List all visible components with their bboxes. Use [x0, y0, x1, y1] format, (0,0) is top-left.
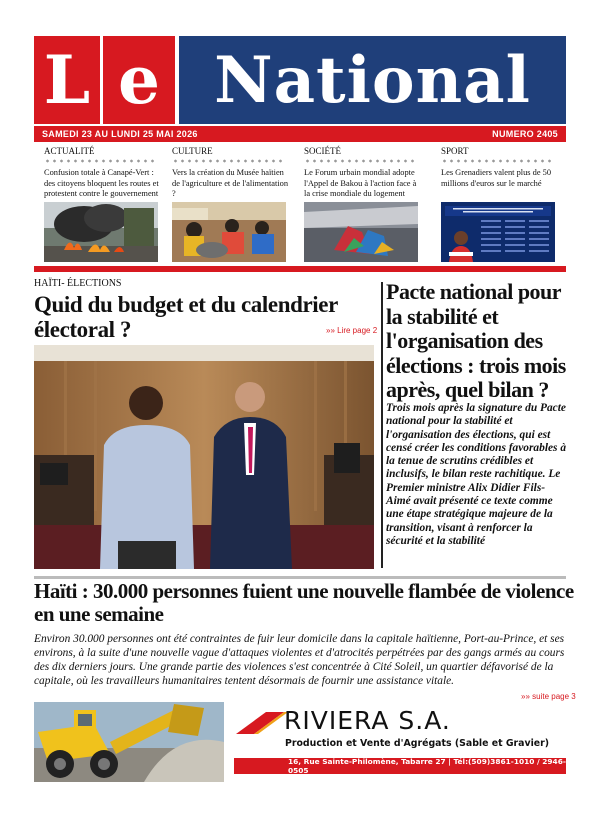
teaser-category: ACTUALITÉ [44, 146, 95, 156]
teaser-text: Le Forum urbain mondial adopte l'Appel de Bakou à l'action face à la crise mondiale du logement [304, 168, 417, 198]
dotted-divider [172, 158, 284, 164]
bottom-lede: Environ 30.000 personnes ont été contraintes de fuir leur domicile dans la capitale haïtienne, Port-au-Prince, et ses environs, à la suite d'une nouvelle vague d'attaques violentes et d'atrocités perpétrées par des gangs armés au cours des dix derniers jours. Une grande partie des violences s'est concentrée à Cité Soleil, un quartier défavorisé de la capitale, où les travailleurs humanitaires tentent désormais de fournir une assistance vitale. [34, 633, 565, 687]
ad-address-bar [234, 758, 566, 774]
column-divider [381, 282, 383, 568]
teaser-category: CULTURE [172, 146, 213, 156]
teaser-culture[interactable] [172, 146, 290, 200]
teaser-text: Vers la création du Musée haïtien de l'agriculture et de l'alimentation ? [172, 168, 289, 198]
dotted-divider [44, 158, 156, 164]
teaser-text: Confusion totale à Canapé-Vert : des citoyens bloquent les routes et protestent contre le gouvernement [44, 168, 159, 198]
issue-date: SAMEDI 23 AU LUNDI 25 MAI 2026 [42, 129, 198, 139]
section-divider [34, 266, 566, 272]
teaser-image-kitchen[interactable] [172, 202, 286, 262]
masthead-name: National [179, 36, 566, 124]
teaser-category: SOCIÉTÉ [304, 146, 341, 156]
teaser-text: Les Grenadiers valent plus de 50 millions d'euros sur le marché [441, 168, 552, 188]
read-more-link[interactable]: »» Lire page 2 [326, 326, 378, 335]
dotted-divider [441, 158, 553, 164]
ad-company-name: RIVIERA S.A. [284, 706, 451, 735]
main-headline[interactable]: Quid du budget et du calendrier électoral ? [34, 292, 338, 342]
issue-number: NUMERO 2405 [492, 129, 558, 139]
teaser-category: SPORT [441, 146, 469, 156]
side-headline[interactable]: Pacte national pour la stabilité et l'organisation des élections : trois mois après, quel bilan ? [386, 279, 566, 402]
teaser-image-fire[interactable] [44, 202, 158, 262]
teaser-sport[interactable] [441, 146, 559, 200]
main-kicker: HAÏTI- ÉLECTIONS [34, 278, 122, 289]
ad-image-loader [34, 702, 224, 782]
advertisement-riviera[interactable] [34, 702, 566, 782]
teaser-image-forum[interactable] [304, 202, 418, 262]
main-photo [34, 345, 374, 569]
teaser-image-infographic[interactable] [441, 202, 555, 262]
ad-tagline: Production et Vente d'Agrégats (Sable et Gravier) [285, 738, 550, 749]
side-lede: Trois mois après la signature du Pacte national pour la stabilité et l'organisation des élections, qui est censé créer les conditions favorables à la tenue de scrutins crédibles et inclusifs, le bilan reste rachitique. Le Premier ministre Alix Didier Fils-Aimé avait présenté ce texte comme une étape stratégique majeure de la transition, visant à renforcer la sécurité et la stabilité [386, 402, 567, 547]
masthead-letter-l: L [34, 36, 100, 124]
masthead [34, 36, 566, 124]
bottom-headline[interactable]: Haïti : 30.000 personnes fuient une nouvelle flambée de violence en une semaine [34, 579, 574, 626]
continued-link[interactable]: »» suite page 3 [521, 692, 576, 701]
dateline-bar [34, 126, 566, 142]
teaser-societe[interactable] [304, 146, 422, 200]
teaser-actualite[interactable] [44, 146, 162, 200]
dotted-divider [304, 158, 416, 164]
masthead-letter-e: e [103, 36, 175, 124]
ad-address: 16, Rue Sainte-Philomène, Tabarre 27 | Tél:(509)3861-1010 / 2946-0505 [288, 757, 566, 775]
